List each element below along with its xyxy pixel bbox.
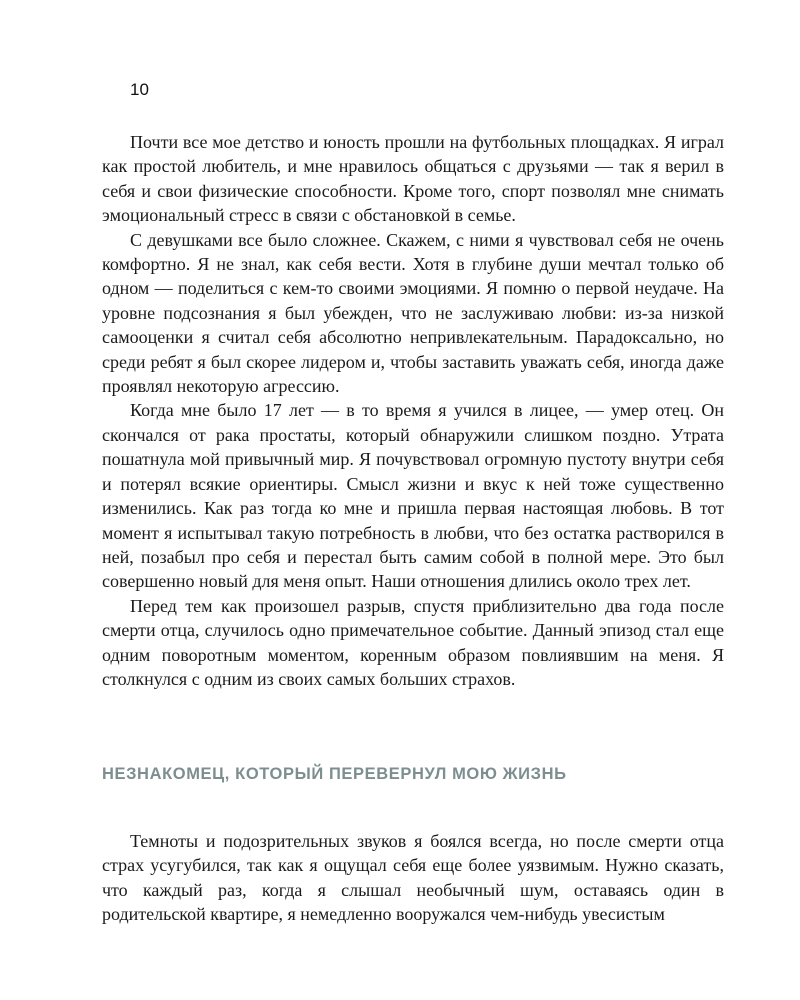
body-text-after-heading (102, 829, 724, 927)
body-text-before-heading (102, 130, 724, 691)
paragraph: Когда мне было 17 лет — в то время я учился в лицее, — умер отец. Он скончался от рака простаты, который обнаружили слишком поздно. Утрата пошатнула мой привычный мир. Я почувствовал огромную пустоту внутри себя и потерял всякие ориентиры. Смысл жизни и вкус к ней тоже существенно изменились. Как раз тогда ко мне и пришла первая настоящая любовь. В тот момент я испытывал такую потребность в любви, что без остатка растворился в ней, позабыл про себя и перестал быть самим собой в полной мере. Это был совершенно новый для меня опыт. Наши отношения длились около трех лет. (102, 400, 724, 592)
paragraph: Перед тем как произошел разрыв, спустя приблизительно два года после смерти отца, случилось одно примечательное событие. Данный эпизод стал еще одним поворотным моментом, коренным образом повлиявшим на меня. Я столкнулся с одним из своих самых больших страхов. (102, 595, 724, 689)
page-number: 10 (130, 80, 149, 99)
paragraph: Темноты и подозрительных звуков я боялся всегда, но после смерти отца страх усугубился, так как я ощущал себя еще более уязвимым. Нужно сказать, что каждый раз, когда я слышал необычный шум, оставаясь один в родительской квартире, я немедленно вооружался чем-нибудь увесистым (102, 831, 724, 925)
paragraph: Почти все мое детство и юность прошли на футбольных площадках. Я играл как простой любитель, и мне нравилось общаться с друзьями — так я верил в себя и свои физические способности. Кроме того, спорт позволял мне снимать эмоциональный стресс в связи с обстановкой в семье. (102, 132, 724, 226)
section-heading: НЕЗНАКОМЕЦ, КОТОРЫЙ ПЕРЕВЕРНУЛ МОЮ ЖИЗНЬ (102, 765, 567, 783)
paragraph: С девушками все было сложнее. Скажем, с ними я чувствовал себя не очень комфортно. Я не знал, как себя вести. Хотя в глубине души мечтал только об одном — поделиться с кем-то своими эмоциями. Я помню о первой неудаче. На уровне подсознания я был убежден, что не заслуживаю любви: из-за низкой самооценки я считал себя абсолютно непривлекательным. Парадоксально, но среди ребят я был скорее лидером и, чтобы заставить уважать себя, иногда даже проявлял некоторую агрессию. (102, 229, 724, 397)
